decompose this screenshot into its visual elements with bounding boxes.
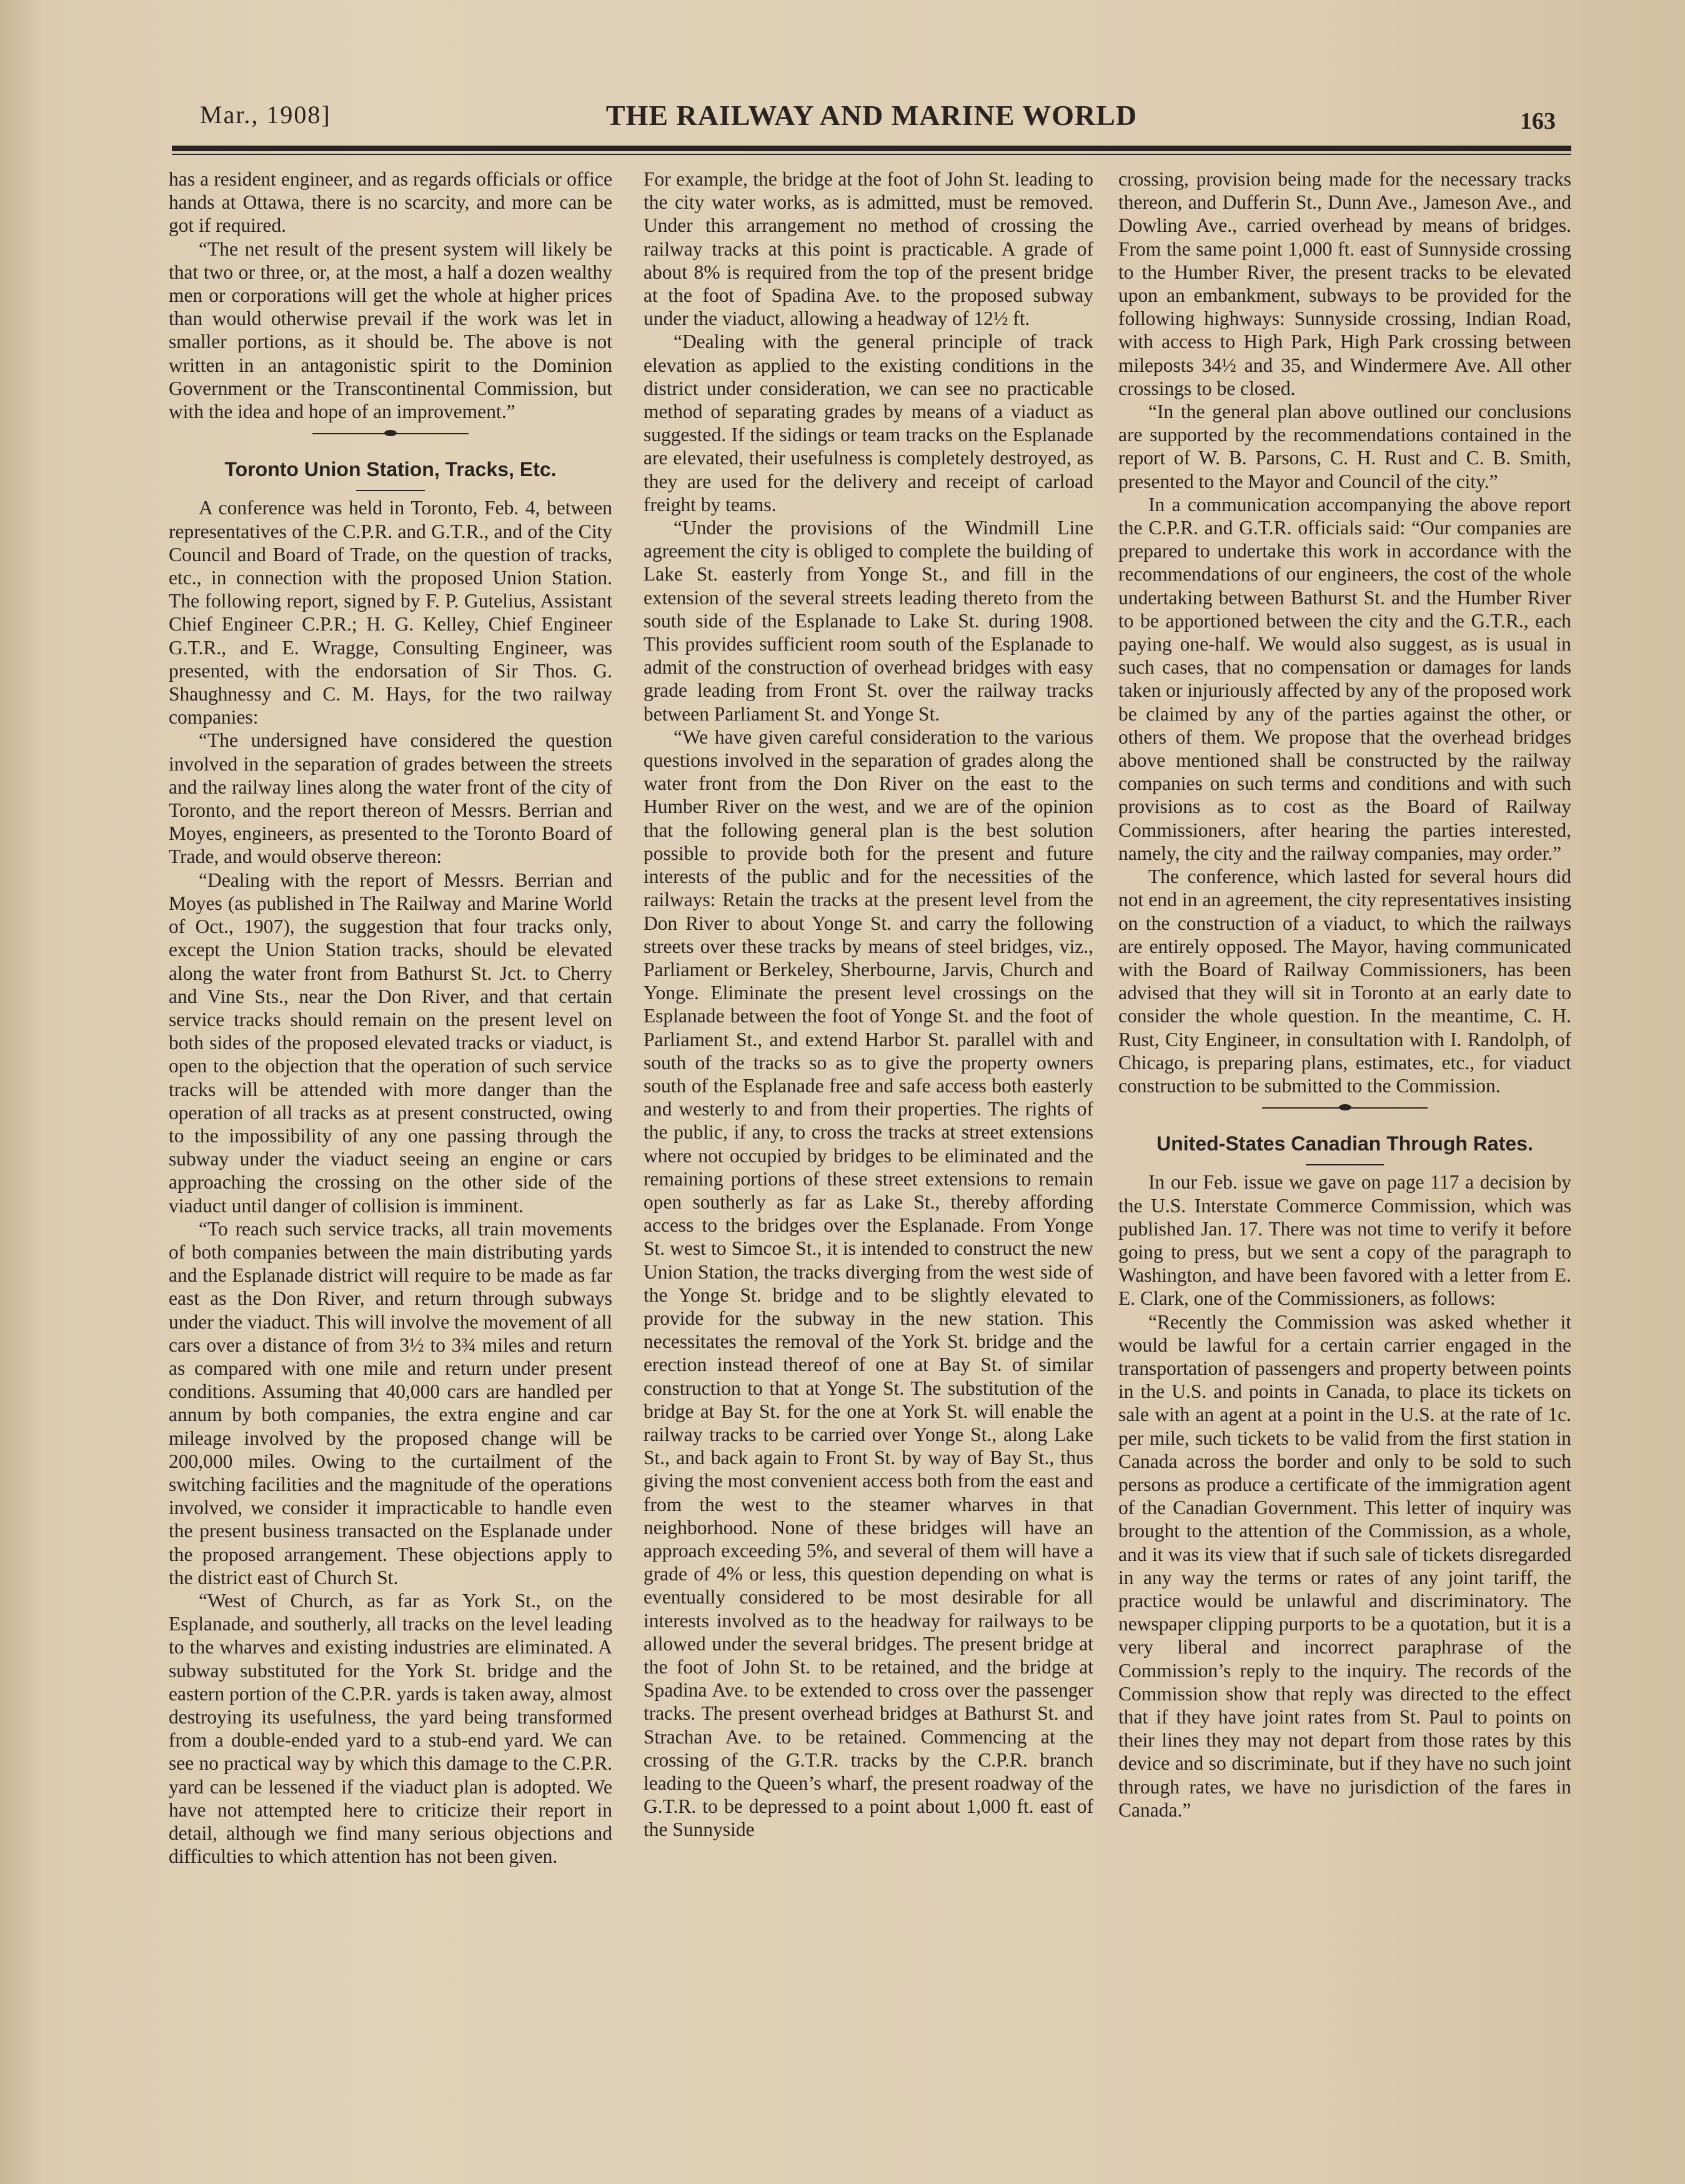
header-rule	[172, 146, 1571, 151]
journal-title: THE RAILWAY AND MARINE WORLD	[605, 99, 1138, 131]
paragraph: “Dealing with the general principle of track elevation as applied to the existing conditions in the district under consideration, we can see no practicable method of separating grades by means of a viaduct as suggested. If the sidings or team tracks on the Esplanade are elevated, their usefulness is completely destroyed, as they are used for the delivery and receipt of carload freight by teams.	[644, 331, 1093, 516]
paragraph: “Under the provisions of the Windmill Line agreement the city is obliged to complete the building of Lake St. easterly from Yonge St., and fill in the extension of the several streets leading thereto from the south side of the Esplanade to Lake St. during 1908. This provides sufficient room south of the Esplanade to admit of the construction of overhead bridges with easy grade leading from Front St. over the railway tracks between Parliament St. and Yonge St.	[644, 517, 1093, 725]
page-number: 163	[1520, 108, 1556, 134]
column-2	[644, 167, 1093, 1842]
heading-rule	[1118, 1162, 1571, 1170]
paragraph: “The net result of the present system will likely be that two or three, or, at the most, a half a dozen wealthy men or corporations will get the whole at higher prices than would otherwise prevail if the work was let in smaller portions, as it should be. The above is not written in an antagonistic spirit to the Dominion Government or the Transcontinental Commission, but with the idea and hope of an improvement.”	[169, 237, 612, 423]
header-rule-thin	[172, 154, 1571, 155]
column-1	[169, 167, 612, 1868]
paragraph: A conference was held in Toronto, Feb. 4, between representatives of the C.P.R. and G.T.R., and of the City Council and Board of Trade, on the question of tracks, etc., in connection with the proposed Union Station. The following report, signed by F. P. Gutelius, Assistant Chief Engineer C.P.R.; H. G. Kelley, Chief Engineer G.T.R., and E. Wragge, Consulting Engineer, was presented, with the endorsation of Sir Thos. G. Shaughnessy and C. M. Hays, for the two railway companies:	[169, 497, 612, 729]
running-header	[169, 94, 1574, 137]
paragraph: crossing, provision being made for the necessary tracks thereon, and Dufferin St., Dunn Ave., Jameson Ave., and Dowling Ave., carried overhead by means of bridges. From the same point 1,000 ft. east of Sunnyside crossing to the Humber River, the present tracks to be elevated upon an embankment, subways to be provided for the following highways: Sunnyside crossing, Indian Road, with access to High Park, High Park crossing between mileposts 34½ and 35, and Windermere Ave. All other crossings to be closed.	[1118, 168, 1571, 399]
paragraph: “To reach such service tracks, all train movements of both companies between the main distributing yards and the Esplanade district will require to be made as far east as the Don River, and return through subways under the viaduct. This will involve the movement of all cars over a distance of from 3½ to 3¾ miles and return as compared with one mile and return under present conditions. Assuming that 40,000 cars are handled per annum by both companies, the extra engine and car mileage involved by the proposed change will be 200,000 miles. Owing to the curtailment of the switching facilities and the magnitude of the operations involved, we consider it impracticable to handle even the present business transacted on the Esplanade under the proposed arrangement. These objections apply to the district east of Church St.	[169, 1217, 612, 1588]
paragraph: “Recently the Commission was asked whether it would be lawful for a certain carrier engaged in the transportation of passengers and property between points in the U.S. and points in Canada, to place its tickets on sale with an agent at a point in the U.S. at the rate of 1c. per mile, such tickets to be valid from the first station in Canada across the border and only to be sold to such persons as produce a certificate of the immigration agent of the Canadian Government. This letter of inquiry was brought to the attention of the Commission, as a whole, and it was its view that if such sale of tickets disregarded in any way the terms or rates of any joint tariff, the practice would be unlawful and discriminatory. The newspaper clipping purports to be a quotation, but it is a very liberal and incorrect paraphrase of the Commission’s reply to the inquiry. The records of the Commission show that reply was directed to the effect that if they have joint rates from St. Paul to points on their lines they may not depart from those rates by this device and so discriminate, but if they have no such joint through rates, we have no jurisdiction of the fares in Canada.”	[1118, 1310, 1571, 1821]
column-3	[1118, 167, 1571, 1822]
section-divider	[1118, 1100, 1571, 1116]
paragraph: In our Feb. issue we gave on page 117 a decision by the U.S. Interstate Commerce Commission, which was published Jan. 17. There was not time to verify it before going to press, but we sent a copy of the paragraph to Washington, and have been favored with a letter from E. E. Clark, one of the Commissioners, as follows:	[1118, 1171, 1571, 1310]
section-divider	[169, 426, 612, 442]
paragraph: “The undersigned have considered the question involved in the separation of grades between the streets and the railway lines along the water front of the city of Toronto, and the report thereon of Messrs. Berrian and Moyes, engineers, as presented to the Toronto Board of Trade, and would observe thereon:	[169, 729, 612, 868]
paragraph: For example, the bridge at the foot of John St. leading to the city water works, as is admitted, must be removed. Under this arrangement no method of crossing the railway tracks at this point is practicable. A grade of about 8% is required from the top of the present bridge at the foot of Spadina Ave. to the proposed subway under the viaduct, allowing a headway of 12½ ft.	[644, 168, 1093, 330]
heading-rule	[169, 487, 612, 496]
paragraph: “Dealing with the report of Messrs. Berrian and Moyes (as published in The Railway and Marine World of Oct., 1907), the suggestion that four tracks only, except the Union Station tracks, should be elevated along the water front from Bathurst St. Jct. to Cherry and Vine Sts., near the Don River, and that certain service tracks should remain on the present level on both sides of the proposed elevated tracks or viaduct, is open to the objection that the operation of such service tracks will be attended with more danger than the operation of all tracks as at present constructed, owing to the impossibility of any one passing through the subway under the viaduct seeing an engine or cars approaching the crossing on the other side of the viaduct until danger of collision is imminent.	[169, 869, 612, 1217]
paragraph: “We have given careful consideration to the various questions involved in the separation of grades along the water front from the Don River on the east to the Humber River on the west, and we are of the opinion that the following general plan is the best solution possible to provide both for the present and future interests of the public and for the necessities of the railways: Retain the tracks at the present level from the Don River to about Yonge St. and carry the following streets over these tracks by means of steel bridges, viz., Parliament or Berkeley, Sherbourne, Jarvis, Church and Yonge. Eliminate the present level crossings on the Esplanade between the foot of Yonge St. and the foot of Parliament St., and extend Harbor St. parallel with and south of the tracks so as to give the property owners south of the Esplanade free and safe access both easterly and westerly to and from their properties. The rights of the public, if any, to cross the tracks at street extensions where not occupied by bridges to be eliminated and the remaining portions of these street extensions to remain open southerly as far as Lake St., thereby affording access to the bridges over the Esplanade. From Yonge St. west to Simcoe St., it is intended to construct the new Union Station, the tracks diverging from the west side of the Yonge St. bridge and to be slightly elevated to provide for the subway in the new station. This necessitates the removal of the York St. bridge and the erection instead thereof of one at Bay St. of similar construction to that at Yonge St. The substitution of the bridge at Bay St. for the one at York St. will enable the railway tracks to be carried over Yonge St., along Lake St., and back again to Front St. by way of Bay St., thus giving the most convenient access both from the east and from the west to the steamer wharves in that neighborhood. None of these bridges will have an approach exceeding 5%, and several of them will have a grade of 4% or less, this question depending on what is eventually considered to be most desirable for all interests involved as to the headway for railways to be allowed under the several bridges. The present bridge at the foot of John St. to be retained, and the bridge at Spadina Ave. to be extended to cross over the passenger tracks. The present overhead bridges at Bathurst St. and Strachan Ave. to be retained. Commencing at the crossing of the G.T.R. tracks by the C.P.R. branch leading to the Queen’s wharf, the present roadway of the G.T.R. to be depressed to a point about 1,000 ft. east of the Sunnyside	[644, 726, 1093, 1841]
issue-date: Mar., 1908]	[200, 101, 331, 129]
paragraph: In a communication accompanying the above report the C.P.R. and G.T.R. officials said: “Our companies are prepared to undertake this work in accordance with the recommendations of our engineers, the cost of the whole undertaking between Bathurst St. and the Humber River to be apportioned between the city and the G.T.R., each paying one-half. We would also suggest, as is usual in such cases, that no compensation or damages for lands taken or injuriously affected by any of the proposed work be claimed by any of the parties against the other, or others of them. We propose that the overhead bridges above mentioned shall be constructed by the railway companies on such terms and conditions and with such provisions as to cost as the Board of Railway Commissioners, after hearing the parties interested, namely, the city and the railway companies, may order.”	[1118, 493, 1571, 864]
paragraph: The conference, which lasted for several hours did not end in an agreement, the city representatives insisting on the construction of a viaduct, to which the railways are entirely opposed. The Mayor, having communicated with the Board of Railway Commissioners, has been advised that they will sit in Toronto at an early date to consider the whole question. In the meantime, C. H. Rust, City Engineer, in consultation with I. Randolph, of Chicago, is preparing plans, estimates, etc., for viaduct construction to be submitted to the Commission.	[1118, 865, 1571, 1097]
paragraph: has a resident engineer, and as regards officials or office hands at Ottawa, there is no scarcity, and more can be got if required.	[169, 168, 612, 237]
paragraph: “West of Church, as far as York St., on the Esplanade, and southerly, all tracks on the level leading to the wharves and existing industries are eliminated. A subway substituted for the York St. bridge and the eastern portion of the C.P.R. yards is taken away, almost destroying its usefulness, the yard being transformed from a double-ended yard to a stub-end yard. We can see no practical way by which this damage to the C.P.R. yard can be lessened if the viaduct plan is adopted. We have not attempted here to criticize their report in detail, although we find many serious objections and difficulties to which attention has not been given.	[169, 1589, 612, 1868]
article-heading: Toronto Union Station, Tracks, Etc.	[224, 458, 557, 481]
article-heading: United-States Canadian Through Rates.	[1156, 1132, 1533, 1155]
paragraph: “In the general plan above outlined our conclusions are supported by the recommendations contained in the report of W. B. Parsons, C. H. Rust and C. B. Smith, presented to the Mayor and Council of the city.”	[1118, 401, 1571, 492]
